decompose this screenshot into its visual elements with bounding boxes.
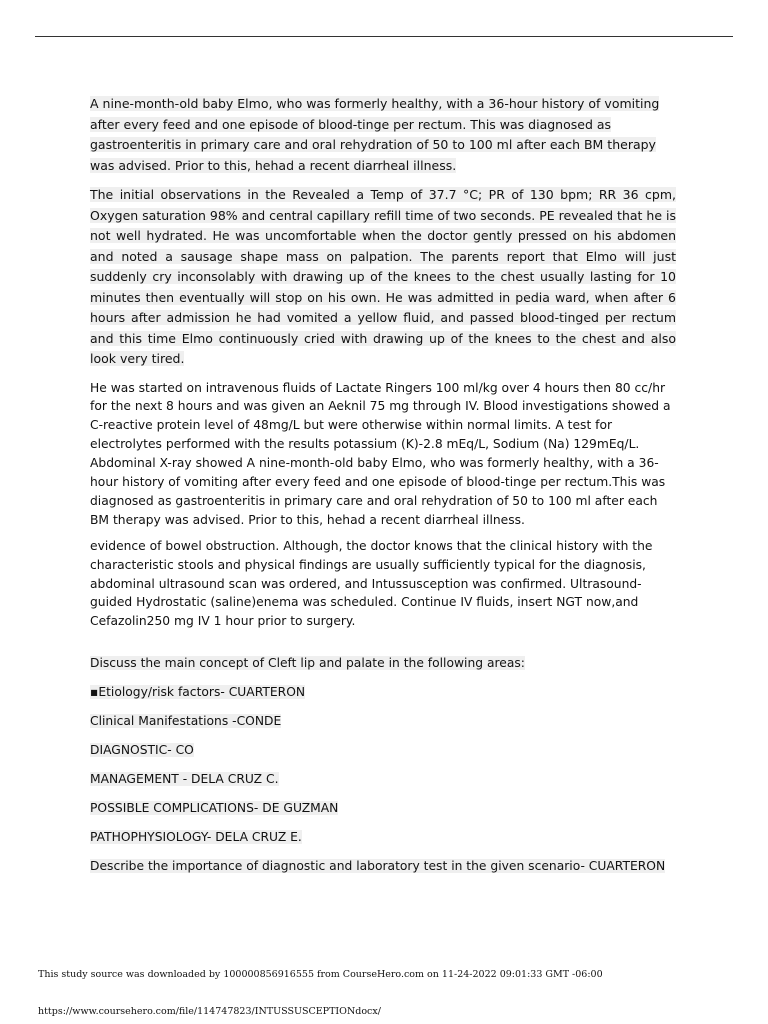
question-item-text: POSSIBLE COMPLICATIONS- DE GUZMAN: [90, 801, 339, 815]
question-item: [90, 830, 680, 845]
question-item: [90, 685, 680, 700]
case-scenario: [90, 94, 676, 631]
question-item-text: Clinical Manifestations -CONDE: [90, 714, 282, 728]
paragraph-3: He was started on intravenous fluids of Lactate Ringers 100 ml/kg over 4 hours then 80 cc/hr for the next 8 hours and was given an Aeknil 75 mg through IV. Blood investigations showed a C-reactive protein level of 48mg/L but were otherwise within normal limits. A test for electrolytes performed with the results potassium (K)-2.8 mEq/L, Sodium (Na) 129mEq/L. Abdominal X-ray showed A nine-month-old baby Elmo, who was formerly healthy, with a 36-hour history of vomiting after every feed and one episode of blood-tinge per rectum.This was diagnosed as gastroenteritis in primary care and oral rehydration of 50 to 100 ml after each BM therapy was advised. Prior to this, hehad a recent diarrheal illness.: [90, 380, 671, 527]
source-url[interactable]: https://www.coursehero.com/file/114747823/INTUSSUSCEPTIONdocx/: [38, 1006, 381, 1017]
question-item-text: DIAGNOSTIC- CO: [90, 743, 194, 757]
question-item: [90, 743, 680, 758]
discussion-questions: [90, 656, 680, 888]
paragraph-1-text: A nine-month-old baby Elmo, who was formerly healthy, with a 36-hour history of vomiting after every feed and one episode of blood-tinge per rectum. This was diagnosed as gastroenteritis in primary care and oral rehydration of 50 to 100 ml after each BM therapy was advised. Prior to this, hehad a recent diarrheal illness.: [90, 96, 660, 173]
question-item: [90, 859, 680, 874]
source-note: This study source was downloaded by 100000856916555 from CourseHero.com on 11-24-2022 09:01:33 GMT -06:00: [38, 969, 603, 980]
question-intro: [90, 656, 680, 671]
question-item: [90, 714, 680, 729]
question-item-text: Describe the importance of diagnostic and laboratory test in the given scenario- CUARTERON: [90, 859, 666, 873]
question-item-text: ▪Etiology/risk factors- CUARTERON: [90, 685, 306, 699]
question-intro-text: Discuss the main concept of Cleft lip and palate in the following areas:: [90, 656, 525, 670]
paragraph-2-text: The initial observations in the Revealed a Temp of 37.7 °C; PR of 130 bpm; RR 36 cpm, Oxygen saturation 98% and central capillary refill time of two seconds. PE revealed that he is not well hydrated. He was uncomfortable when the doctor gently pressed on his abdomen and noted a sausage shape mass on palpation. The parents report that Elmo will just suddenly cry inconsolably with drawing up of the knees to the chest usually lasting for 10 minutes then eventually will stop on his own. He was admitted in pedia ward, when after 6 hours after admission he had vomited a yellow fluid, and passed blood-tinged per rectum and this time Elmo continuously cried with drawing up of the knees to the chest and also look very tired.: [90, 187, 676, 366]
paragraph-4: evidence of bowel obstruction. Although, the doctor knows that the clinical history with the characteristic stools and physical findings are usually sufficiently typical for the diagnosis, abdominal ultrasound scan was ordered, and Intussusception was confirmed. Ultrasound-guided Hydrostatic (saline)enema was scheduled. Continue IV fluids, insert NGT now,and Cefazolin250 mg IV 1 hour prior to surgery.: [90, 538, 653, 629]
question-item-text: PATHOPHYSIOLOGY- DELA CRUZ E.: [90, 830, 302, 844]
question-item-text: MANAGEMENT - DELA CRUZ C.: [90, 772, 279, 786]
header-rule: [35, 36, 733, 37]
question-item: [90, 772, 680, 787]
paragraph-1: [90, 94, 676, 176]
paragraph-2: [90, 185, 676, 370]
question-item: [90, 801, 680, 816]
